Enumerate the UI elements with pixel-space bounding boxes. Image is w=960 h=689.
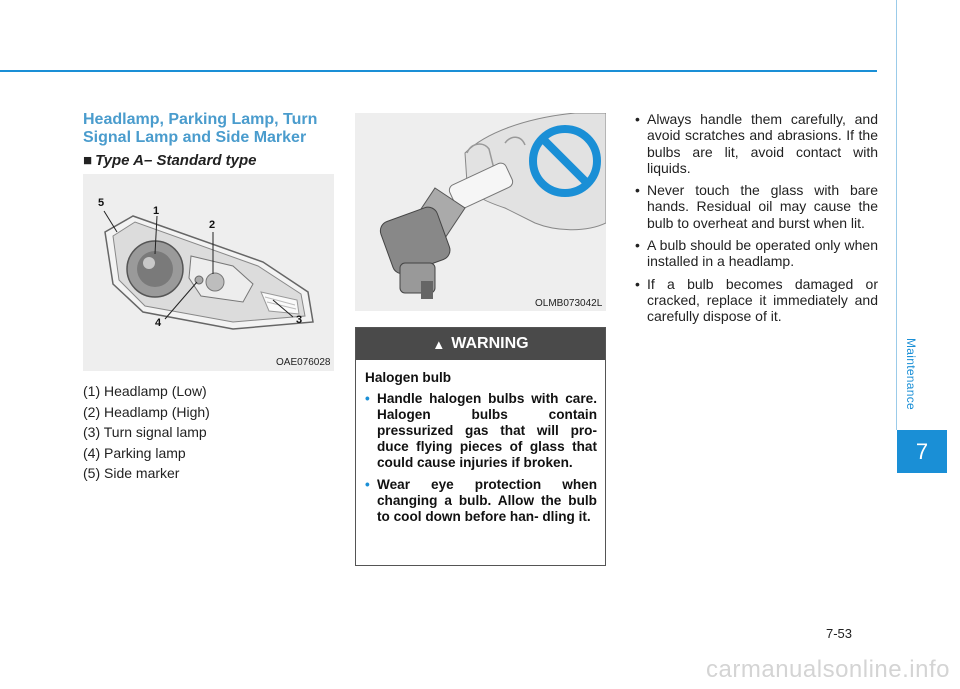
bulb-handling-figure <box>355 113 606 311</box>
list-item <box>627 276 878 325</box>
footer-watermark <box>0 654 960 689</box>
headlamp-illustration <box>83 174 334 371</box>
legend-item: (2) Headlamp (High) <box>83 403 210 420</box>
list-item <box>627 111 878 176</box>
chapter-label <box>893 330 923 420</box>
warning-item-text: Wear eye protection when changing a bulb. Allow the bulb to cool down before han- dling it. <box>377 477 597 524</box>
legend-item: (1) Headlamp (Low) <box>83 383 207 399</box>
section-title <box>83 111 353 147</box>
list-item <box>627 182 878 231</box>
callout-4: 4 <box>155 317 162 329</box>
legend-item: (5) Side marker <box>83 465 180 481</box>
section-title-line-1: Headlamp, Parking Lamp, Turn <box>83 111 318 128</box>
handling-bullets <box>627 111 878 331</box>
warning-item-text: Handle halogen bulbs with care. Halogen bulbs contain pressurized gas that will pro- duce flying pieces of glass that could cause injuries if broken. <box>377 391 597 470</box>
warning-heading: WARNING <box>451 335 529 352</box>
bullet-icon: • <box>635 237 640 254</box>
callout-3: 3 <box>296 314 303 326</box>
chapter-tab <box>897 430 947 473</box>
warning-header <box>356 328 605 360</box>
list-item-text: If a bulb becomes damaged or cracked, replace it immediately and carefully dispose of it. <box>647 275 878 325</box>
legend-item: (4) Parking lamp <box>83 444 186 461</box>
parts-legend <box>83 381 210 484</box>
list-item-text: Never touch the glass with bare hands. Residual oil may cause the bulb to overheat and burst when lit. <box>647 182 878 231</box>
watermark-text: carmanualsonline.info <box>706 656 950 683</box>
bullet-icon: • <box>635 275 640 292</box>
warning-icon: ▲ <box>432 336 446 352</box>
bullet-icon: • <box>635 111 640 127</box>
chapter-number: 7 <box>915 438 929 464</box>
subtitle-marker: ■ <box>83 152 93 169</box>
subtitle-text: Type A– Standard type <box>95 152 257 169</box>
warning-box <box>355 327 606 566</box>
header-rule <box>0 70 877 72</box>
figure2-code: OLMB073042L <box>535 298 603 309</box>
chapter-label-text: Maintenance <box>904 337 918 410</box>
list-item-text: Always handle them carefully, and avoid scratches and abrasions. If the bulbs are lit, avoid contact with liquids. <box>647 111 878 176</box>
list-item <box>627 237 878 270</box>
list-item-text: A bulb should be operated only when installed in a headlamp. <box>647 237 878 270</box>
subtitle <box>83 152 257 169</box>
callout-1: 1 <box>153 205 160 217</box>
warning-subheading: Halogen bulb <box>365 370 452 385</box>
page-number: 7-53 <box>826 626 853 641</box>
bullet-icon: • <box>365 391 370 406</box>
bullet-icon: • <box>365 477 370 492</box>
warning-item <box>365 477 597 525</box>
legend-item: (3) Turn signal lamp <box>83 424 207 440</box>
bullet-icon: • <box>635 182 640 199</box>
warning-body <box>356 360 605 525</box>
section-title-line-2: Signal Lamp and Side Marker <box>83 129 307 146</box>
callout-2: 2 <box>209 219 216 231</box>
callout-5: 5 <box>98 197 105 209</box>
bulb-illustration <box>355 113 606 311</box>
headlamp-figure <box>83 174 334 371</box>
figure1-code: OAE076028 <box>276 357 331 368</box>
warning-item <box>365 391 597 471</box>
